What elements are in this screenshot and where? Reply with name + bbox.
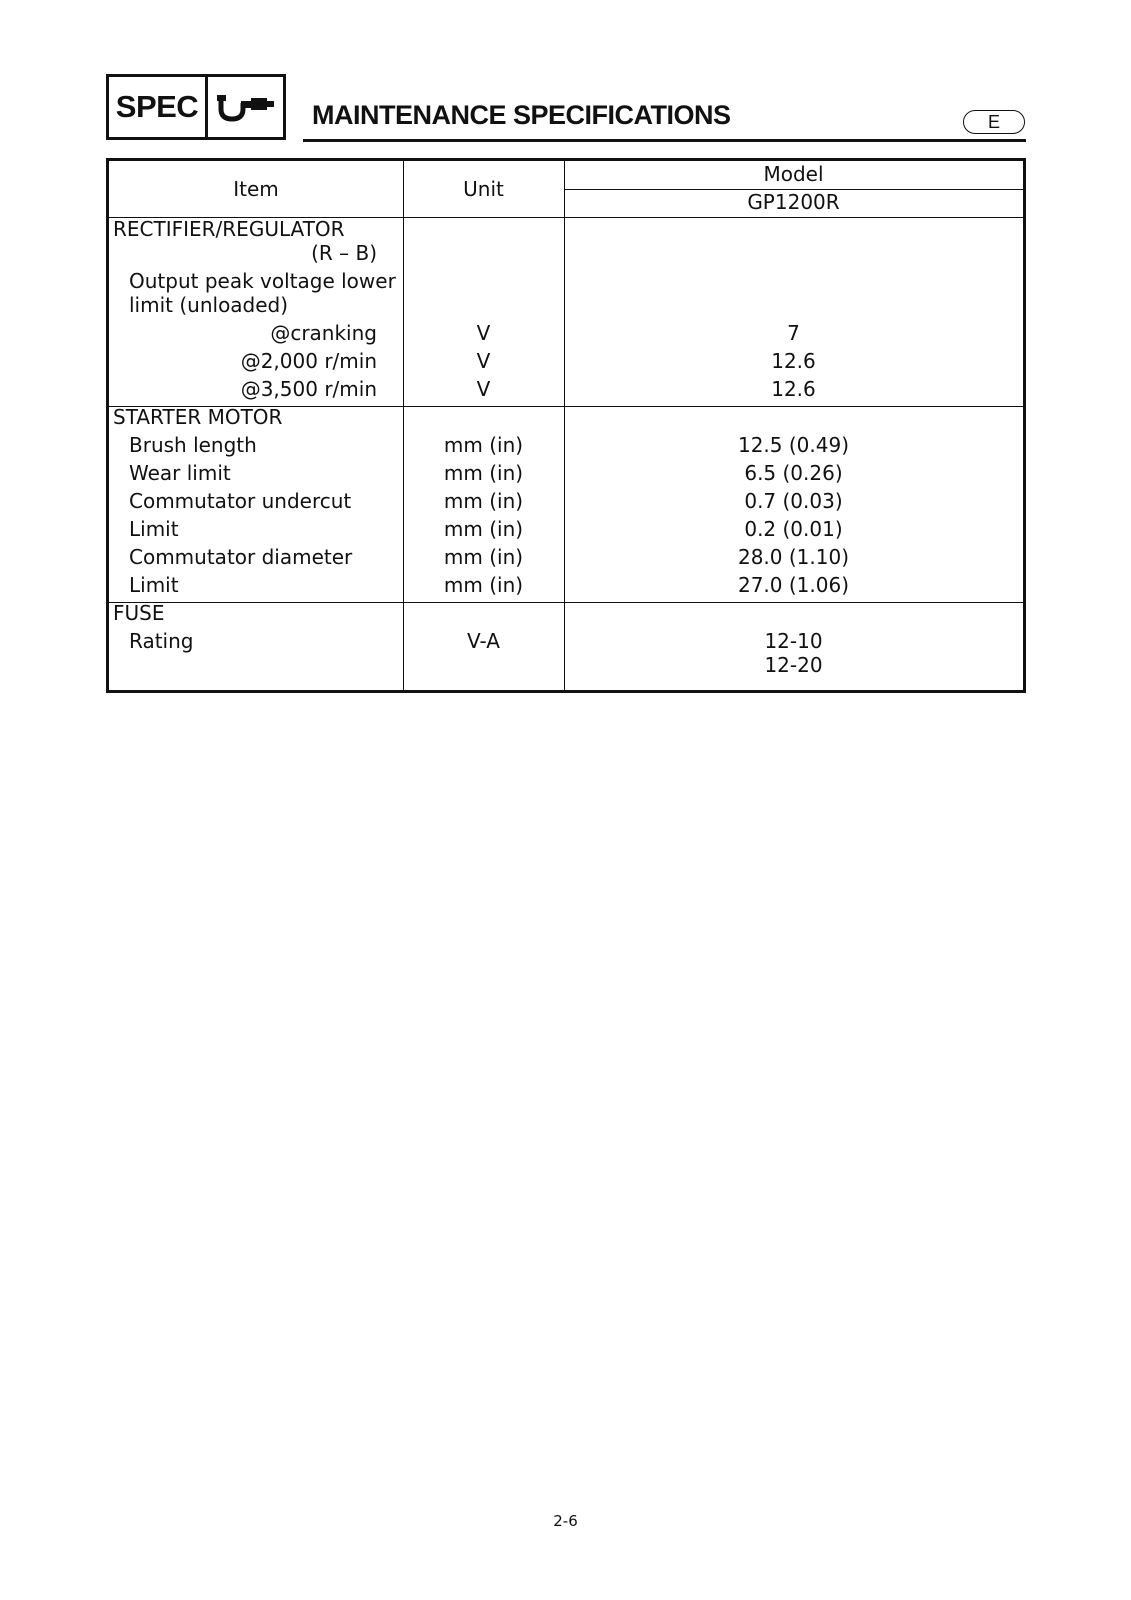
- item-cell: (R – B): [311, 241, 377, 265]
- page-number: 2-6: [553, 1512, 578, 1530]
- unit-cell: mm (in): [443, 489, 524, 513]
- unit-cell: mm (in): [443, 545, 524, 569]
- title-rule: [303, 139, 1026, 142]
- unit-cell: mm (in): [443, 573, 524, 597]
- value-cell: 7: [787, 321, 800, 345]
- item-cell: Brush length: [129, 433, 257, 457]
- item-cell: limit (unloaded): [129, 293, 289, 317]
- spec-badge: [106, 74, 286, 140]
- item-cell: @2,000 r/min: [240, 349, 377, 373]
- unit-cell: V: [476, 349, 491, 373]
- unit-cell: mm (in): [443, 517, 524, 541]
- item-cell: @3,500 r/min: [240, 377, 377, 401]
- column-header-model-name: GP1200R: [747, 190, 840, 214]
- value-cell: 12.6: [771, 349, 816, 373]
- section-title-fuse: FUSE: [113, 601, 165, 625]
- item-cell: Rating: [129, 629, 194, 653]
- value-cell: 27.0 (1.06): [737, 573, 850, 597]
- language-badge: E: [963, 110, 1025, 134]
- page-title: MAINTENANCE SPECIFICATIONS: [312, 100, 731, 130]
- item-cell: Output peak voltage lower: [129, 269, 396, 293]
- item-cell: Limit: [129, 573, 179, 597]
- unit-cell: V: [476, 377, 491, 401]
- item-cell: Wear limit: [129, 461, 231, 485]
- maintenance-spec-table: [106, 158, 1026, 693]
- value-cell: 6.5 (0.26): [744, 461, 843, 485]
- value-cell: 12.6: [771, 377, 816, 401]
- unit-cell: mm (in): [443, 461, 524, 485]
- column-header-item: Item: [233, 177, 279, 201]
- item-cell: Limit: [129, 517, 179, 541]
- item-cell: Commutator diameter: [129, 545, 353, 569]
- unit-cell: mm (in): [443, 433, 524, 457]
- value-cell: 12.5 (0.49): [737, 433, 850, 457]
- item-cell: @cranking: [270, 321, 377, 345]
- section-title-starter-motor: STARTER MOTOR: [113, 405, 283, 429]
- micrometer-icon: [208, 77, 283, 137]
- value-cell: 28.0 (1.10): [737, 545, 850, 569]
- spec-label: SPEC: [109, 77, 208, 137]
- value-cell: 12-20: [764, 653, 823, 677]
- value-cell: 0.2 (0.01): [744, 517, 843, 541]
- column-divider-unit-model: [564, 161, 565, 690]
- unit-cell: V: [476, 321, 491, 345]
- column-header-model: Model: [763, 162, 824, 186]
- column-divider-item-unit: [403, 161, 404, 690]
- section-title-rectifier-regulator: RECTIFIER/REGULATOR: [113, 217, 345, 241]
- item-cell: Commutator undercut: [129, 489, 352, 513]
- unit-cell: V-A: [467, 629, 500, 653]
- value-cell: 0.7 (0.03): [744, 489, 843, 513]
- section-divider-fuse: [109, 602, 1023, 603]
- value-cell: 12-10: [764, 629, 823, 653]
- column-header-unit: Unit: [463, 177, 504, 201]
